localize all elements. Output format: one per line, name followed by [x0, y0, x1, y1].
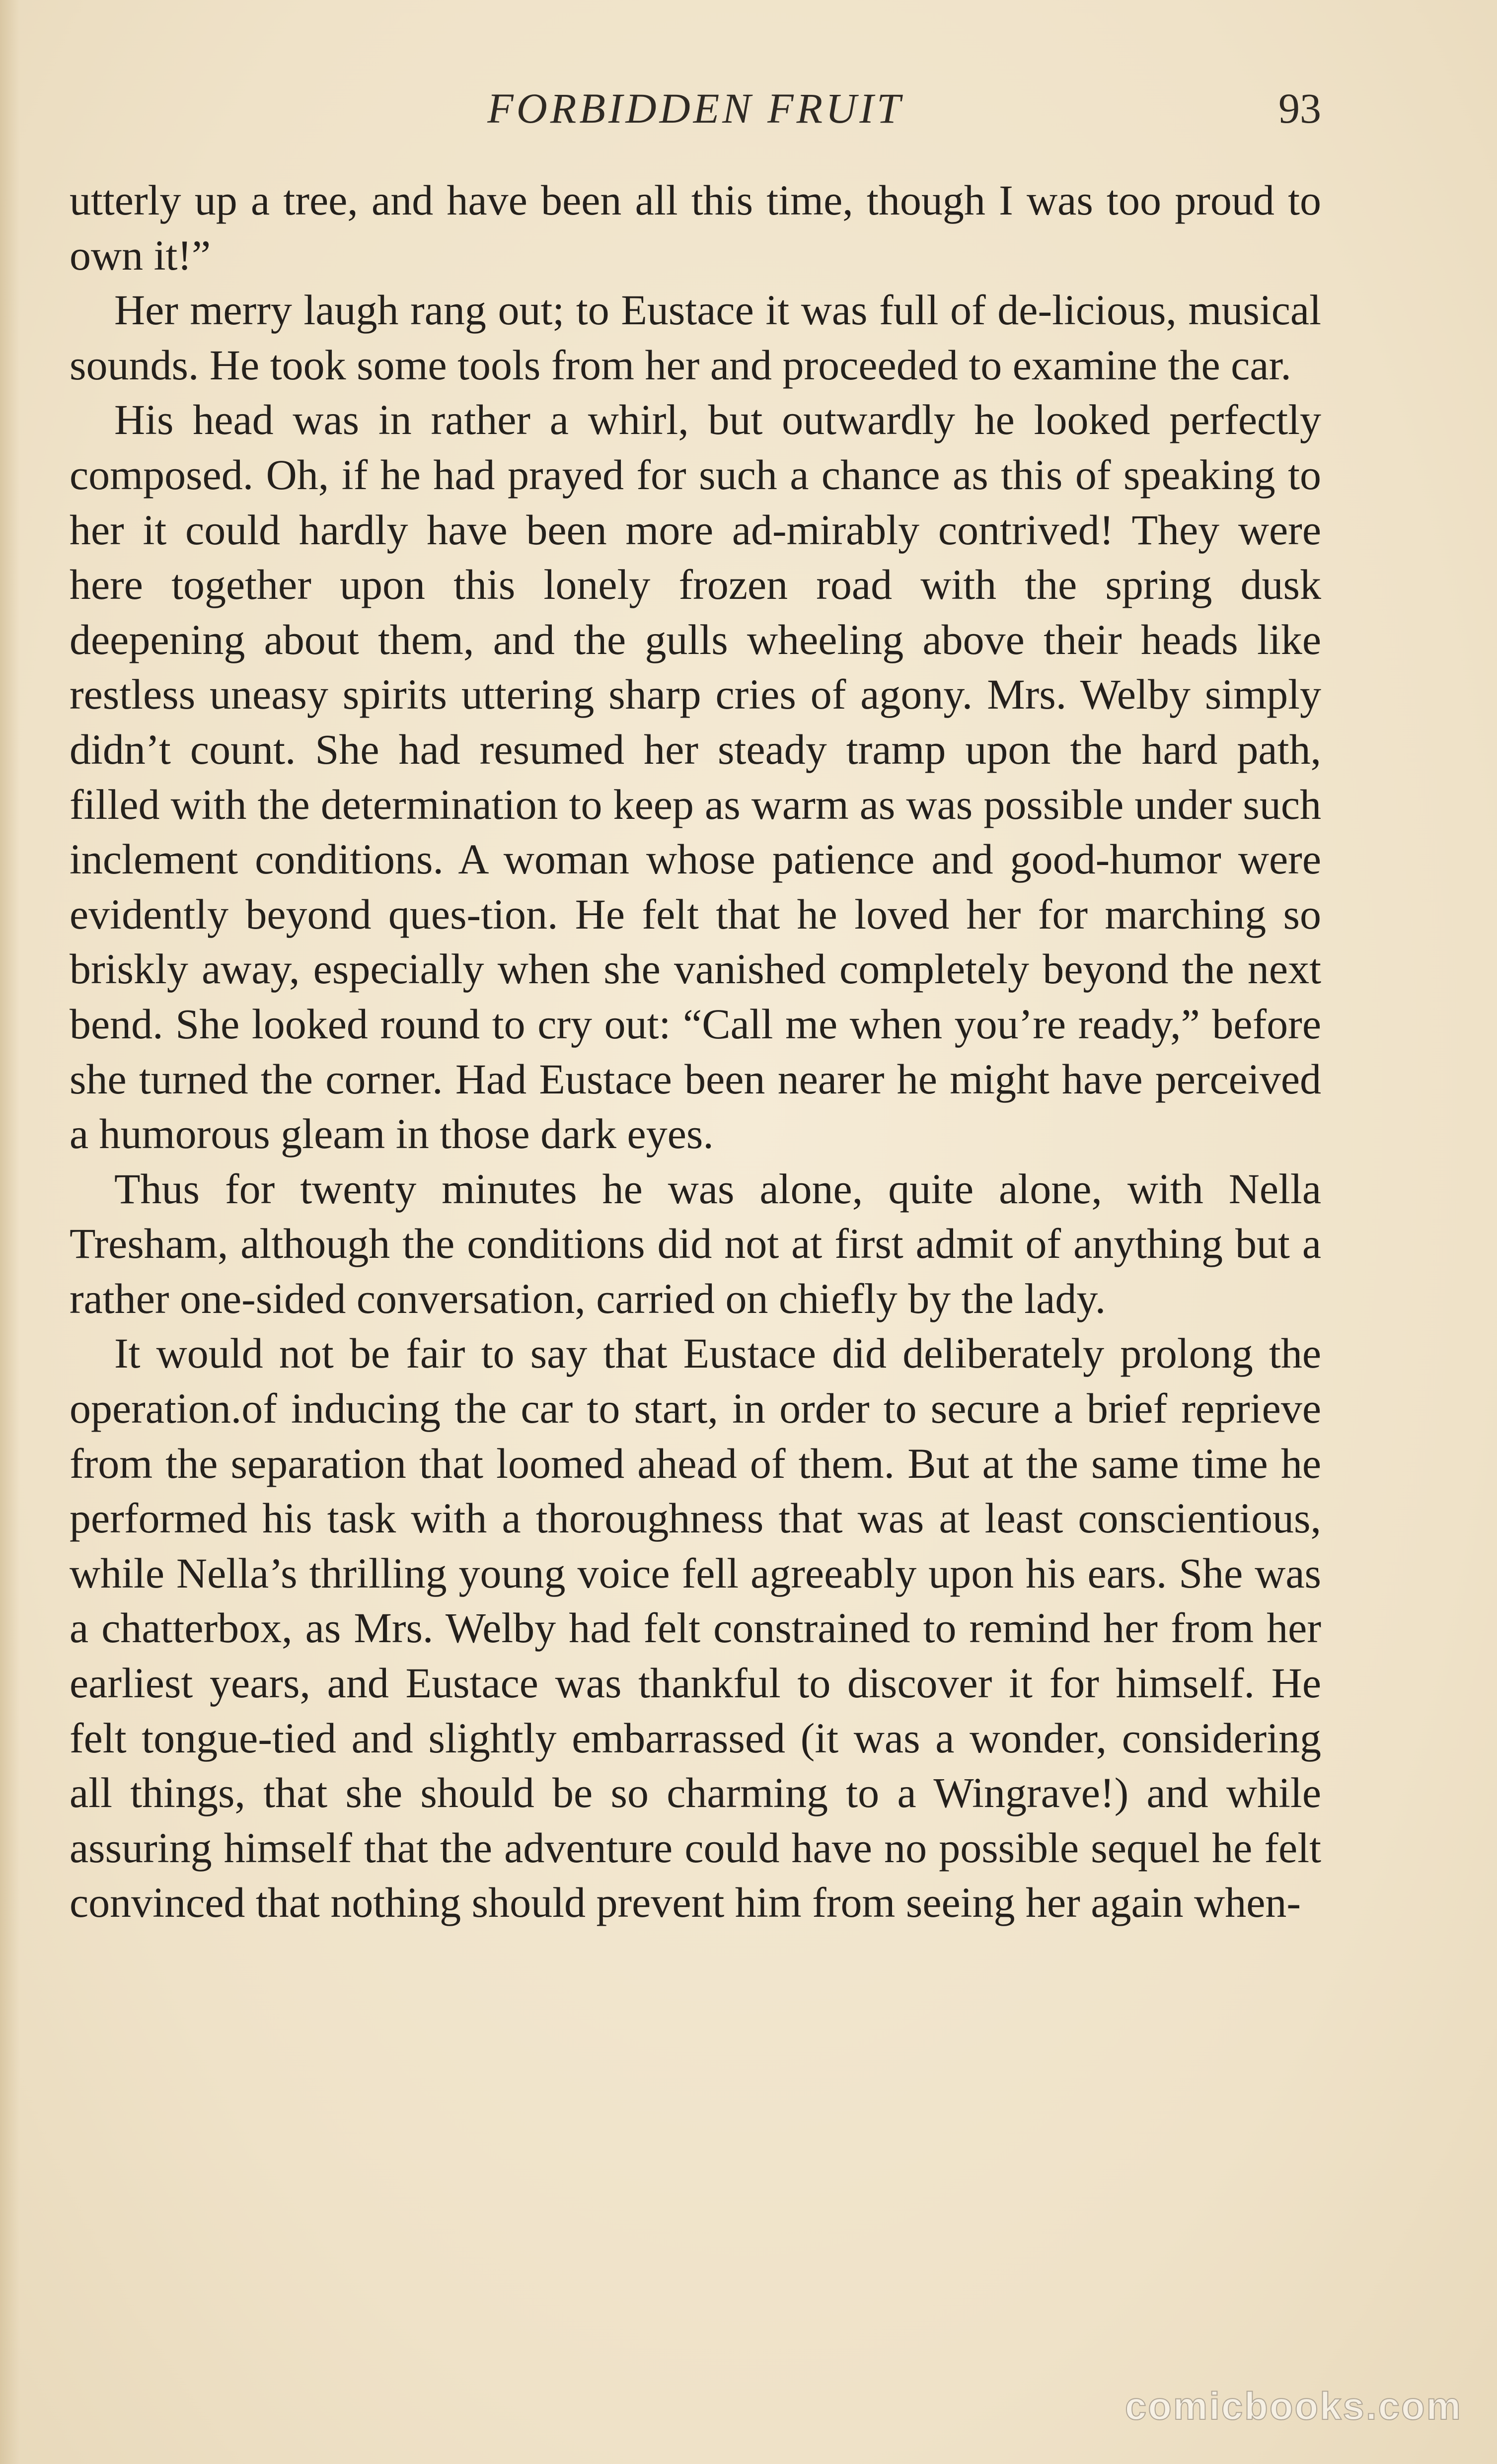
paragraph-4: Thus for twenty minutes he was alone, quite alone, with Nella Tresham, although the conditions did not at first admit of anything but a rather one-sided conversation, carried on chiefly by the lady. — [70, 1164, 1321, 1322]
paragraph-5: It would not be fair to say that Eustace did deliberately prolong the operation.of inducing the car to start, in order to secure a brief reprieve from the separation that loomed ahead of them. But at the same time he performed his task with a thoroughness that was at least conscientious, while Nella’s thrilling young voice fell agreeably upon his ears. She was a chatterbox, as Mrs. Welby had felt constrained to remind her from her earliest years, and Eustace was thankful to discover it for himself. He felt tongue-tied and slightly embarrassed (it was a wonder, considering all things, that she should be so charming to a Wingrave!) and while assuring himself that the adventure could have no possible sequel he felt convinced that nothing should prevent him from seeing her again when- — [70, 1329, 1321, 1927]
paragraph-2: Her merry laugh rang out; to Eustace it was full of de-licious, musical sounds. He took some tools from her and proceeded to examine the car. — [70, 286, 1321, 389]
watermark-logo: comicbooks.com — [1124, 2384, 1462, 2428]
paragraph-3: His head was in rather a whirl, but outwardly he looked perfectly composed. Oh, if he had prayed for such a chance as this of speaking to her it could hardly have been more ad-mirably contrived! They were here together upon this lonely frozen road with the spring dusk deepening about them, and the gulls wheeling above their heads like restless uneasy spirits uttering sharp cries of agony. Mrs. Welby simply didn’t count. She had resumed her steady tramp upon the hard path, filled with the determination to keep as warm as was possible under such inclement conditions. A woman whose patience and good-humor were evidently beyond ques-tion. He felt that he loved her for marching so briskly away, especially when she vanished completely beyond the next bend. She looked round to cry out: “Call me when you’re ready,” before she turned the corner. Had Eustace been nearer he might have perceived a humorous gleam in those dark eyes. — [70, 396, 1321, 1158]
paragraph-1: utterly up a tree, and have been all this time, though I was too proud to own it!” — [70, 176, 1321, 279]
page-number: 93 — [1278, 84, 1321, 132]
running-head — [70, 83, 1321, 153]
running-title: FORBIDDEN FRUIT — [487, 84, 903, 132]
body-text — [70, 173, 1321, 1930]
page-gutter-shadow — [0, 0, 20, 2464]
